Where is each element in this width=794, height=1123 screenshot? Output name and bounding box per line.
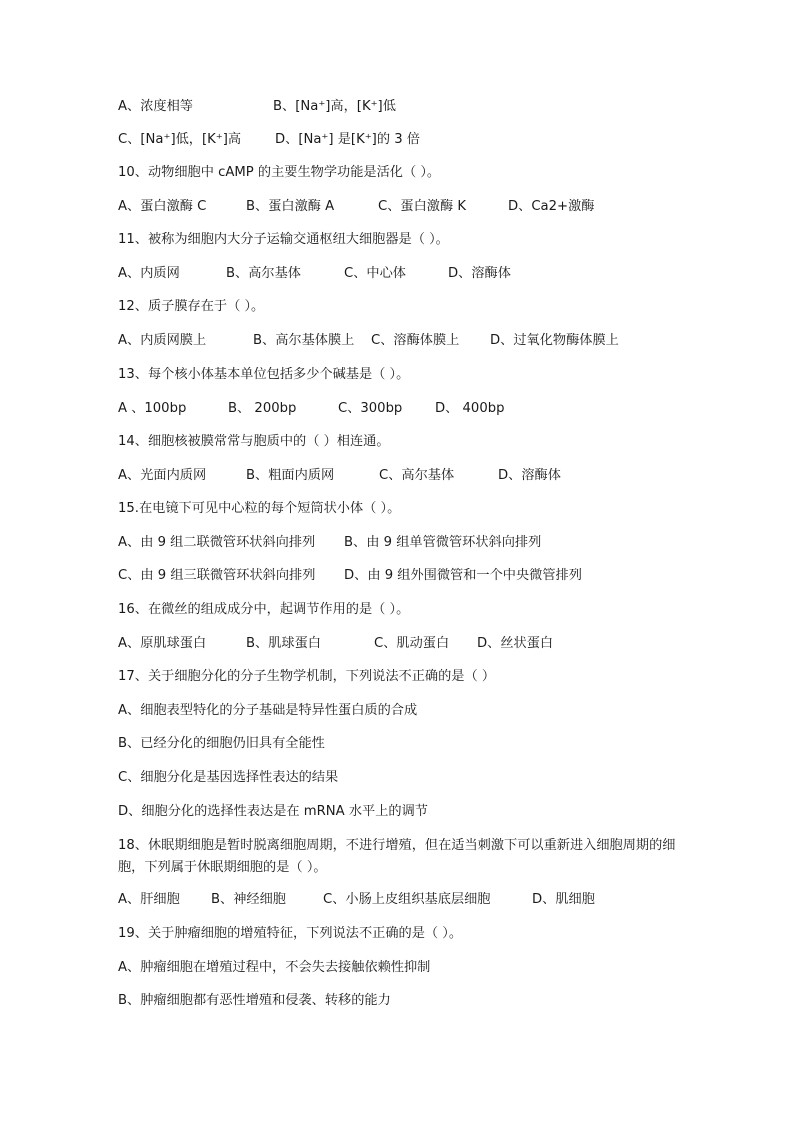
question-text: 12、质子膜存在于（ ）。 <box>118 299 265 314</box>
question-text: 13、每个核小体基本单位包括多少个碱基是（ ）。 <box>118 367 410 382</box>
question-text: B、已经分化的细胞仍旧具有全能性 <box>118 736 325 751</box>
answer-options-row <box>118 96 678 118</box>
answer-option: D、肌细胞 <box>532 892 595 907</box>
question-text: 15.在电镜下可见中心粒的每个短筒状小体（ ）。 <box>118 501 401 516</box>
answer-option: D、过氧化物酶体膜上 <box>490 333 619 348</box>
answer-option: D、由 9 组外围微管和一个中央微管排列 <box>344 568 582 583</box>
question-text: C、细胞分化是基因选择性表达的结果 <box>118 770 339 785</box>
answer-option: B、粗面内质网 <box>246 468 335 483</box>
answer-options-row <box>118 398 678 420</box>
answer-option: B、神经细胞 <box>211 892 286 907</box>
question-text: A、细胞表型特化的分子基础是特异性蛋白质的合成 <box>118 703 418 718</box>
answer-option: D、溶酶体 <box>498 468 561 483</box>
answer-option: D、[Na⁺] 是[K⁺]的 3 倍 <box>275 132 420 147</box>
answer-options-row <box>118 889 678 911</box>
question-text: 17、关于细胞分化的分子生物学机制，下列说法不正确的是（ ） <box>118 669 496 684</box>
answer-option: C、肌动蛋白 <box>374 636 450 651</box>
answer-option: C、高尔基体 <box>379 468 455 483</box>
answer-option: C、中心体 <box>344 266 406 281</box>
answer-option: C、小肠上皮组织基底层细胞 <box>323 892 491 907</box>
answer-option: A、内质网 <box>118 266 180 281</box>
answer-option: D、Ca2+激酶 <box>508 199 595 214</box>
answer-options-row <box>118 532 678 554</box>
answer-option: B、由 9 组单管微管环状斜向排列 <box>344 535 542 550</box>
question-text: 10、动物细胞中 cAMP 的主要生物学功能是活化（ ）。 <box>118 165 441 180</box>
answer-option: A、原肌球蛋白 <box>118 636 207 651</box>
answer-option: A、蛋白激酶 C <box>118 199 207 214</box>
answer-options-row <box>118 129 678 151</box>
question-text: 11、被称为细胞内大分子运输交通枢纽大细胞器是（ ）。 <box>118 232 449 247</box>
answer-option: B、高尔基体膜上 <box>253 333 355 348</box>
question-text: 14、细胞核被膜常常与胞质中的（ ）相连通。 <box>118 434 390 449</box>
answer-option: B、高尔基体 <box>226 266 301 281</box>
answer-options-row <box>118 196 678 218</box>
answer-options-row <box>118 565 678 587</box>
answer-option: A、内质网膜上 <box>118 333 207 348</box>
question-text: A、肿瘤细胞在增殖过程中，不会失去接触依赖性抑制 <box>118 960 431 975</box>
answer-option: A、肝细胞 <box>118 892 180 907</box>
answer-option: C、蛋白激酶 K <box>378 199 466 214</box>
answer-options-row <box>118 263 678 285</box>
answer-option: D、溶酶体 <box>448 266 511 281</box>
answer-option: B、[Na⁺]高，[K⁺]低 <box>273 99 396 114</box>
question-text: 16、在微丝的组成成分中，起调节作用的是（ ）。 <box>118 602 410 617</box>
answer-option: D、 400bp <box>435 401 505 416</box>
answer-options-row <box>118 330 678 352</box>
answer-option: A 、100bp <box>118 401 187 416</box>
question-text: D、细胞分化的选择性表达是在 mRNA 水平上的调节 <box>118 804 428 819</box>
answer-option: C、由 9 组三联微管环状斜向排列 <box>118 568 316 583</box>
answer-option: B、 200bp <box>228 401 297 416</box>
answer-option: C、溶酶体膜上 <box>371 333 460 348</box>
answer-option: B、肌球蛋白 <box>246 636 321 651</box>
answer-option: A、浓度相等 <box>118 99 193 114</box>
answer-option: A、由 9 组二联微管环状斜向排列 <box>118 535 316 550</box>
question-paragraph: 18、休眠期细胞是暂时脱离细胞周期，不进行增殖，但在适当刺激下可以重新进入细胞周期的细胞，下列属于休眠期细胞的是（ ）。 <box>118 838 676 875</box>
answer-options-row <box>118 465 678 487</box>
question-text: 19、关于肿瘤细胞的增殖特征，下列说法不正确的是（ ）。 <box>118 926 463 941</box>
question-text: B、肿瘤细胞都有恶性增殖和侵袭、转移的能力 <box>118 993 391 1008</box>
answer-option: D、丝状蛋白 <box>477 636 554 651</box>
answer-option: C、300bp <box>338 401 403 416</box>
answer-option: A、光面内质网 <box>118 468 207 483</box>
answer-option: B、蛋白激酶 A <box>246 199 335 214</box>
answer-options-row <box>118 633 678 655</box>
answer-option: C、[Na⁺]低，[K⁺]高 <box>118 132 242 147</box>
